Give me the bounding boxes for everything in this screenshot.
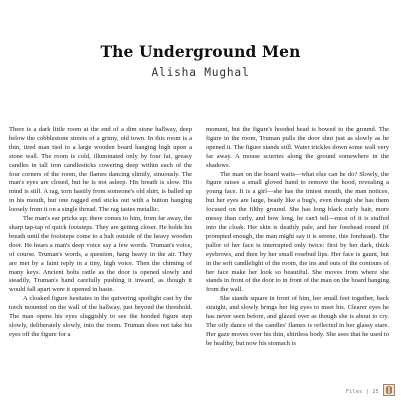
paragraph: moment, but the figure's hooded head is bowed to the ground. The figure in the room, Truman pulls the door shut just as slowly as he opened it. The figure stands still. Water trickles down some wall very far away. A mouse scurries along the ground somewhere in the shadows.	[206, 126, 389, 169]
paragraph: The man on the board waits—what else can he do? Slowly, the figure raises a small gloved hand to remove the hood, revealing a young face. It is a girl—she has the tiniest mouth, the man notices, but her eyes are large, beady like a bug's, even though she has them focused on the filthy ground. She has long black curly hair, more messy than curly, and how long, he can't tell—most of it is stuffed into the cloak. Her skin is deathly pale, and her forehead round (if prompted enough, the man might say it is serene, this forehead). The pallor of her face is interrupted only twice: first by her dark, thick eyebrows, and then by her small rosebud lips. Her face is gaunt, but in the soft candlelight of the room, the ins and outs of the contours of her face make her look so beautiful. She moves from where she stands in front of the door to in front of the man on the board hanging from the wall.	[206, 170, 389, 294]
page-footer: Files | 25	[345, 389, 379, 395]
journal-logo-icon	[383, 384, 395, 396]
story-author: Alisha Mughal	[151, 66, 250, 79]
paragraph: There is a dark little room at the end of a dim stone hallway, deep below the cobblestone streets of a grimy, old town. In this room is a thin, tired man tied to a large wooden board hanging high upon a stone wall. The room is cold, illuminated only by four fat, greasy candles in tall iron candlesticks cowering deep within each of the four corners of the room, the flames dancing slimily, sinuously. The man's eyes are closed, but he is not asleep. His breath is slow. His mind is still. A rag, torn hastily from someone's old shirt, is balled up in his mouth, but one ragged end sticks out with a button hanging loosely from it on a single thread. The rag tastes metallic.	[9, 126, 192, 214]
right-column	[206, 126, 389, 390]
story-title: The Underground Men	[100, 42, 301, 61]
paragraph: She stands square in front of him, her small feet together, back straight, and slowly brings her big eyes to meet his. Clearer eyes he has never seen before, and glazed over as though she is about to cry. The oily dance of the candles' flames is reflected in her glassy stare. Her gaze moves over his thin, shirtless body. She sees that he used to be healthy, but now his stomach is	[206, 295, 389, 347]
body-columns	[9, 126, 389, 390]
paragraph: A cloaked figure hesitates in the quivering spotlight cast by the torch mounted on the wall of the hallway, just beyond the threshold. The man opens his eyes sluggishly to see the hooded figure step slowly, deliberately slowly, into the room. Truman does not take his eyes off the figure for a	[9, 295, 192, 338]
paragraph: The man's ear pricks up; there comes to him, from far away, the sharp tap-tap of quick footsteps. They are getting closer. He holds his breath until the footsteps come to a halt outside of the heavy wooden door. He hears a man's deep voice say a few words. Truman's voice, of course. Truman's words, a question, hang heavy in the air. They are met by a faint reply in a tiny, high voice. Then the chiming of many keys. Ancient bolts rattle as the door is opened slowly and steadily, Truman's hand carefully pushing it inward, as though it would fall apart were it opened in haste.	[9, 215, 192, 294]
left-column	[9, 126, 192, 390]
